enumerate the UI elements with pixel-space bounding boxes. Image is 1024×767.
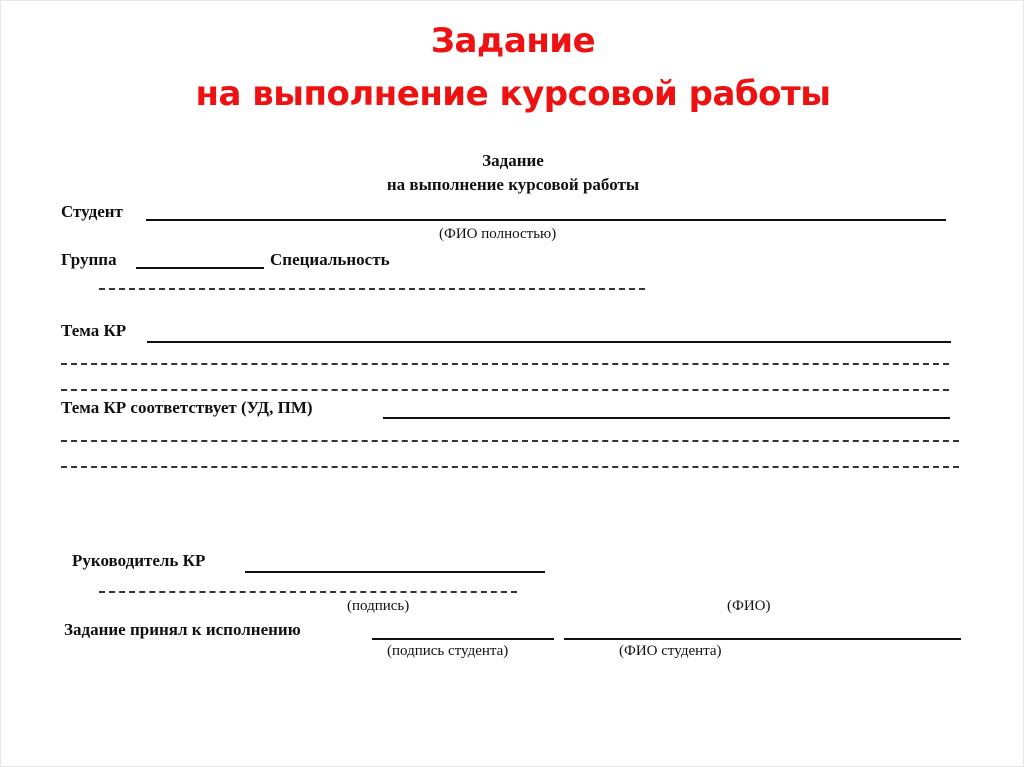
slide-title-line2: на выполнение курсовой работы: [195, 74, 831, 114]
specialty-field[interactable]: [99, 288, 645, 290]
fio-hint: (ФИО): [727, 598, 771, 614]
topic-field-line1[interactable]: [147, 341, 951, 343]
student-fio-hint: (ФИО студента): [619, 643, 722, 659]
student-label: Студент: [61, 202, 123, 221]
specialty-label: Специальность: [270, 250, 390, 269]
signature-hint: (подпись): [347, 598, 410, 614]
topic-matches-field-line1[interactable]: [383, 417, 950, 419]
student-fio-field[interactable]: [564, 638, 961, 640]
form-header-line2: на выполнение курсовой работы: [386, 175, 640, 194]
group-field[interactable]: [136, 267, 264, 269]
topic-field-line2[interactable]: [61, 363, 949, 365]
student-name-field[interactable]: [146, 219, 946, 221]
slide-title-line1: Задание: [430, 21, 596, 61]
topic-matches-label: Тема КР соответствует (УД, ПМ): [61, 398, 313, 417]
topic-matches-field-line3[interactable]: [61, 466, 959, 468]
supervisor-name-field[interactable]: [99, 591, 517, 593]
topic-label: Тема КР: [61, 321, 127, 340]
form-header-line1: Задание: [482, 151, 544, 170]
group-label: Группа: [61, 250, 117, 269]
student-signature-hint: (подпись студента): [387, 643, 509, 659]
student-signature-field[interactable]: [372, 638, 554, 640]
student-name-hint: (ФИО полностью): [439, 226, 557, 242]
supervisor-signature-field[interactable]: [245, 571, 545, 573]
topic-matches-field-line2[interactable]: [61, 440, 959, 442]
accepted-label: Задание принял к исполнению: [64, 620, 301, 639]
supervisor-label: Руководитель КР: [72, 551, 206, 570]
topic-field-line3[interactable]: [61, 389, 949, 391]
